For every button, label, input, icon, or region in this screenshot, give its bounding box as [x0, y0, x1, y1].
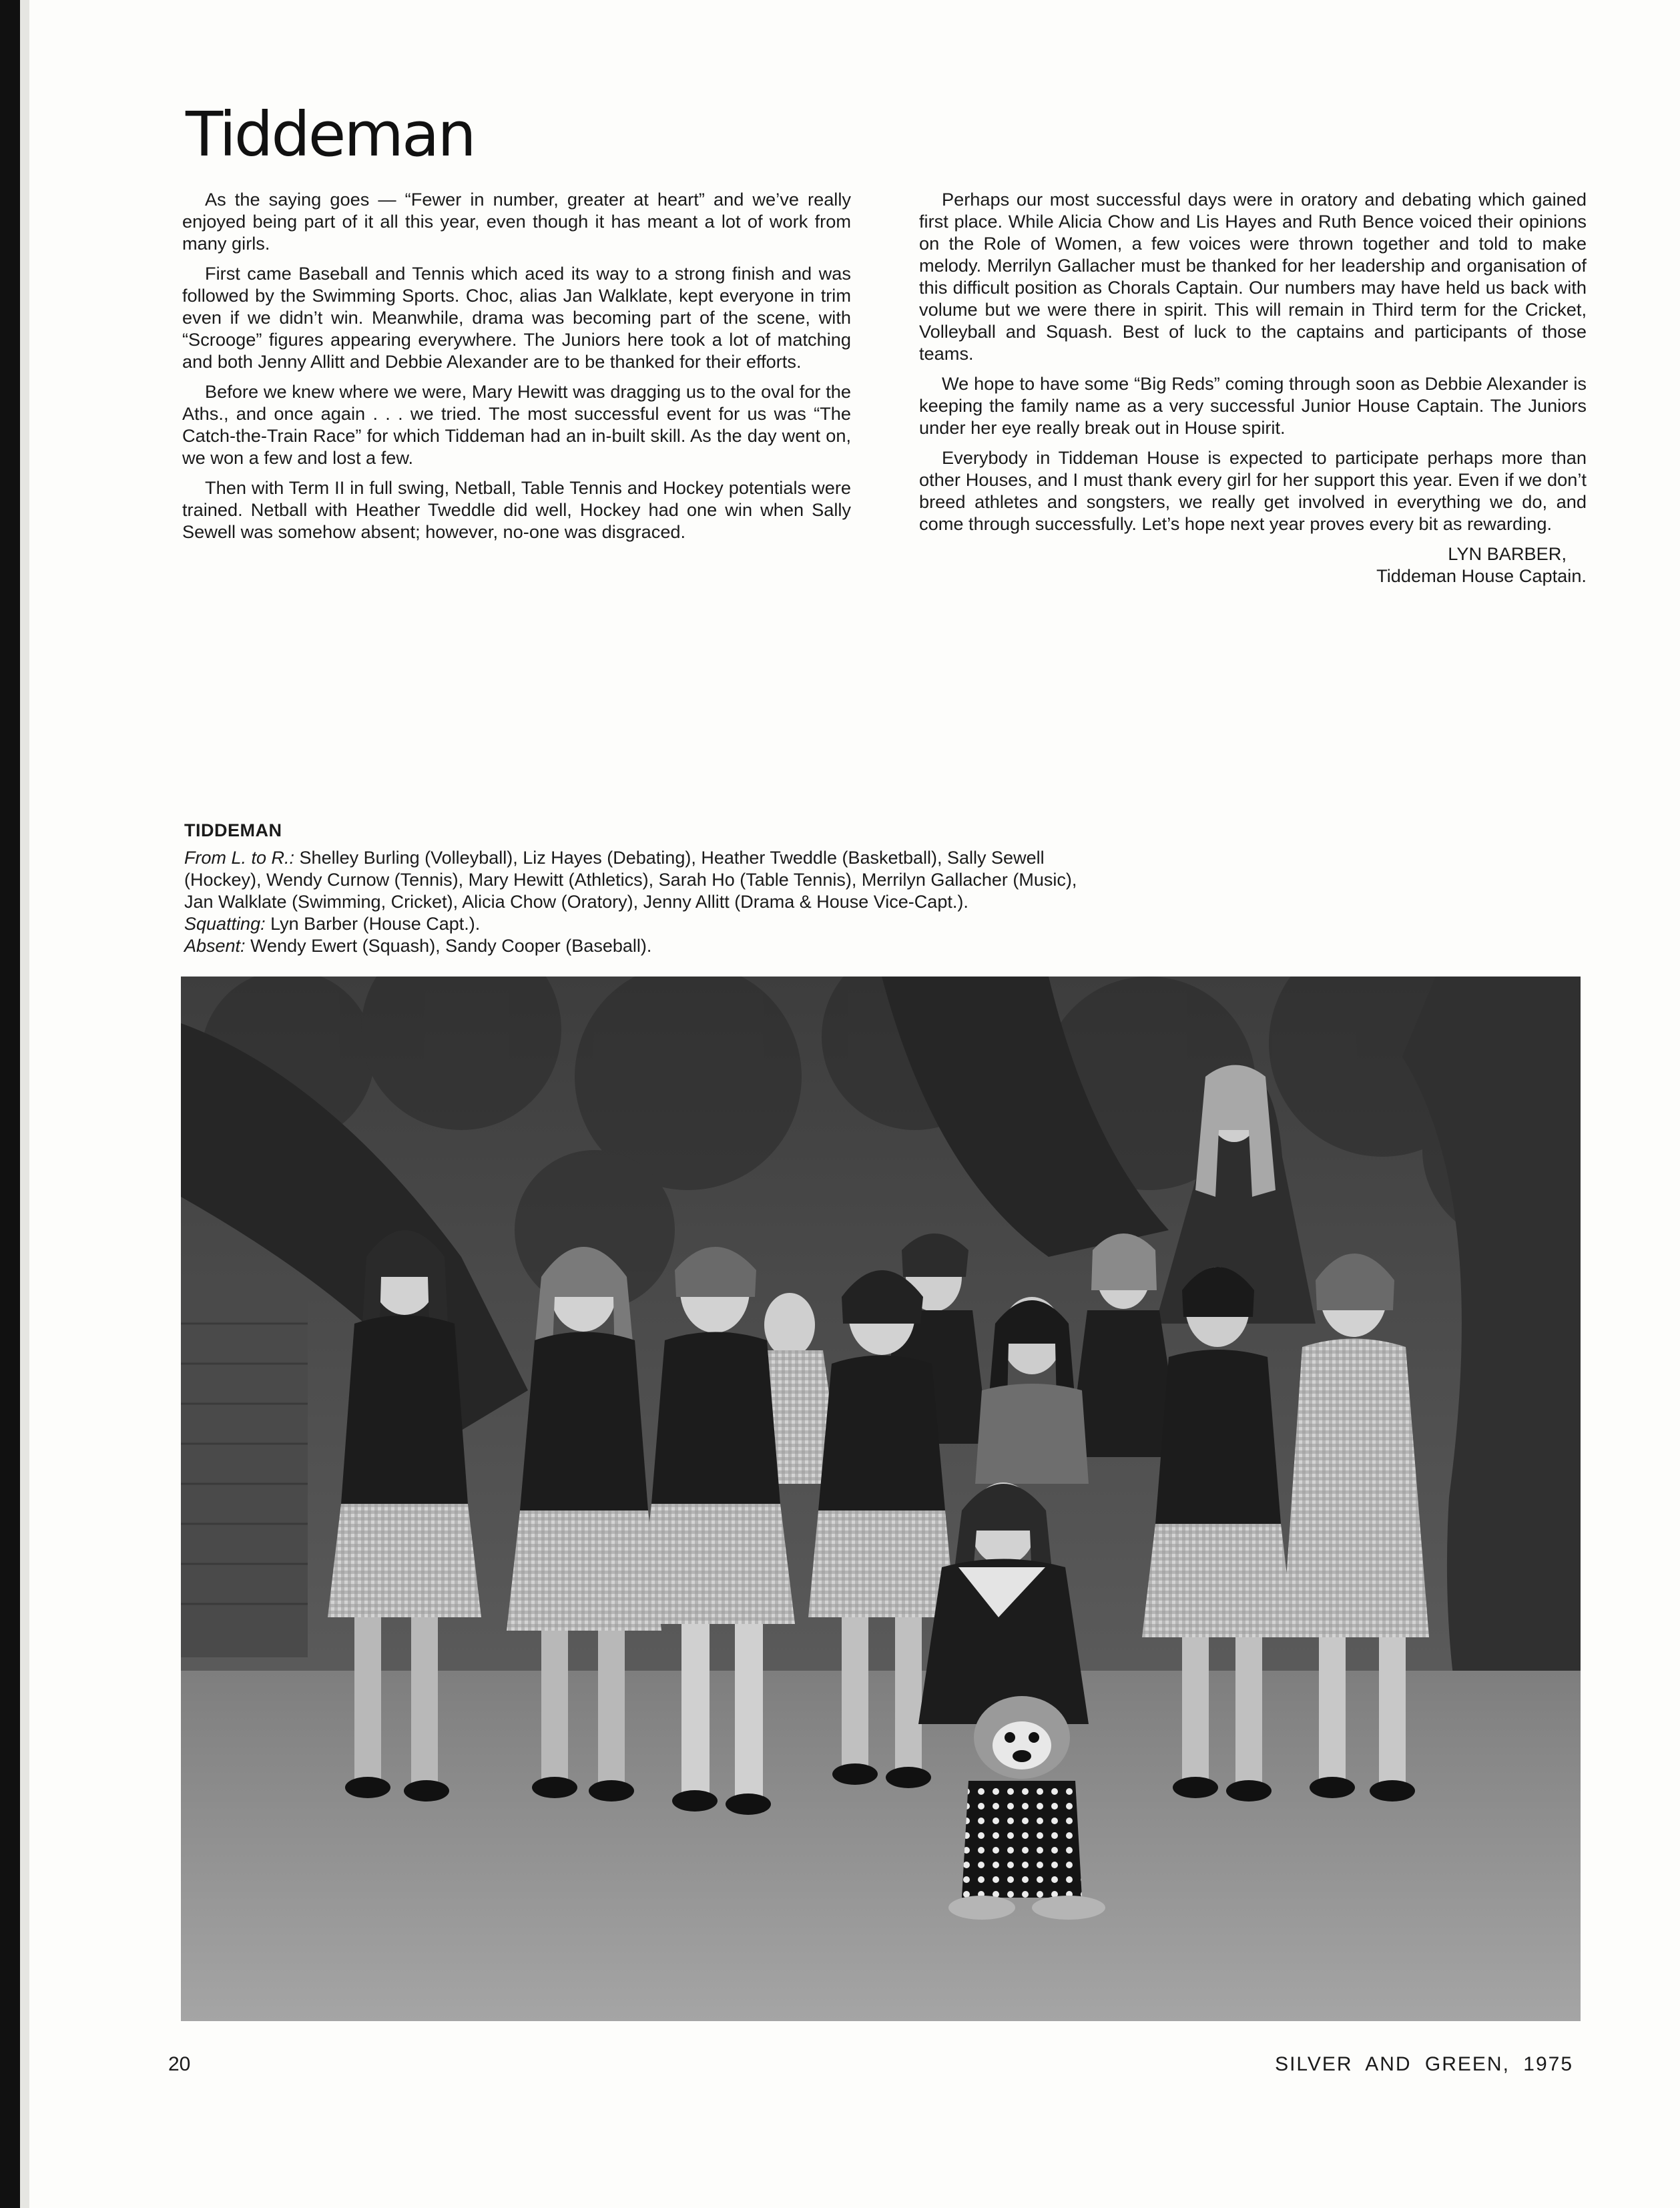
caption-line: Jan Walklate (Swimming, Cricket), Alicia Chow (Oratory), Jenny Allitt (Drama & House Vice-Capt.).	[184, 892, 968, 912]
paragraph: Before we knew where we were, Mary Hewitt was dragging us to the oval for the Aths., and once again . . . we tried. The most successful event for us was “The Catch-the-Train Race” for which Tiddeman had an in-built skill. As the day went on, we won a few and lost a few.	[182, 381, 851, 468]
paragraph: We hope to have some “Big Reds” coming through soon as Debbie Alexander is keeping the family name as a very successful Junior House Captain. The Juniors under her eye really break out in House spirit.	[919, 373, 1587, 438]
caption-line	[184, 913, 1225, 935]
article-column-left	[182, 188, 851, 551]
caption-label: Squatting:	[184, 914, 266, 934]
caption-line	[184, 847, 1225, 869]
caption-label: From L. to R.:	[184, 848, 295, 868]
publication-footer: SILVER AND GREEN, 1975	[1275, 2053, 1573, 2075]
caption-label: Absent:	[184, 936, 246, 956]
caption-text: Lyn Barber (House Capt.).	[265, 914, 481, 934]
building-wall	[181, 1284, 308, 1657]
caption-text: Wendy Ewert (Squash), Sandy Cooper (Baseball).	[245, 936, 652, 956]
signature-name: LYN BARBER,	[1448, 543, 1567, 564]
page-number: 20	[168, 2053, 191, 2075]
paragraph: First came Baseball and Tennis which aced its way to a strong finish and was followed by the Swimming Sports. Choc, alias Jan Walklate, kept everyone in trim even if we didn’t win. Meanwhile, drama was becoming part of the scene, with “Scrooge” figures appearing everywhere. The Juniors here took a lot of matching and both Jenny Allitt and Debbie Alexander are to be thanked for their efforts.	[182, 263, 851, 372]
signature-block	[919, 543, 1587, 587]
paragraph: Everybody in Tiddeman House is expected to participate perhaps more than other Houses, and I must thank every girl for her support this year. Even if we don’t breed athletes and songsters, we really get involved in everything we do, and come through successfully. Let’s hope next year proves every bit as rewarding.	[919, 447, 1587, 534]
caption-title: TIDDEMAN	[184, 820, 282, 840]
ground	[181, 1671, 1581, 2021]
paragraph: Perhaps our most successful days were in oratory and debating which gained first place. While Alicia Chow and Lis Hayes and Ruth Bence voiced their opinions on the Role of Women, a few voices were thrown together and told to make melody. Merrilyn Gallacher must be thanked for her leadership and organisation of this difficult position as Chorals Captain. Our numbers may have held us back with volume but we were there in spirit. This will remain in Third term for the Cricket, Volleyball and Squash. Best of luck to the captains and participants of those teams.	[919, 189, 1587, 364]
paragraph: As the saying goes — “Fewer in number, greater at heart” and we’ve really enjoyed being part of it all this year, even though it has meant a lot of work from many girls.	[182, 189, 851, 254]
paragraph: Then with Term II in full swing, Netball, Table Tennis and Hockey potentials were trained. Netball with Heather Tweddle did well, Hockey had one win when Sally Sewell was somehow absent; however, no-one was disgraced.	[182, 477, 851, 542]
signature-role: Tiddeman House Captain.	[1376, 565, 1587, 586]
photo-caption	[184, 820, 1225, 957]
page-title: Tiddeman	[186, 99, 475, 170]
binding-shadow	[20, 0, 29, 2208]
binding-edge	[0, 0, 20, 2208]
caption-line	[184, 935, 1225, 957]
group-photo-illustration	[181, 977, 1581, 2021]
caption-text: Shelley Burling (Volleyball), Liz Hayes (Debating), Heather Tweddle (Basketball), Sally Sewell	[294, 848, 1045, 868]
article-column-right	[919, 188, 1587, 587]
caption-line: (Hockey), Wendy Curnow (Tennis), Mary Hewitt (Athletics), Sarah Ho (Table Tennis), Merrilyn Gallacher (Music),	[184, 870, 1077, 890]
group-photo	[181, 977, 1581, 2021]
